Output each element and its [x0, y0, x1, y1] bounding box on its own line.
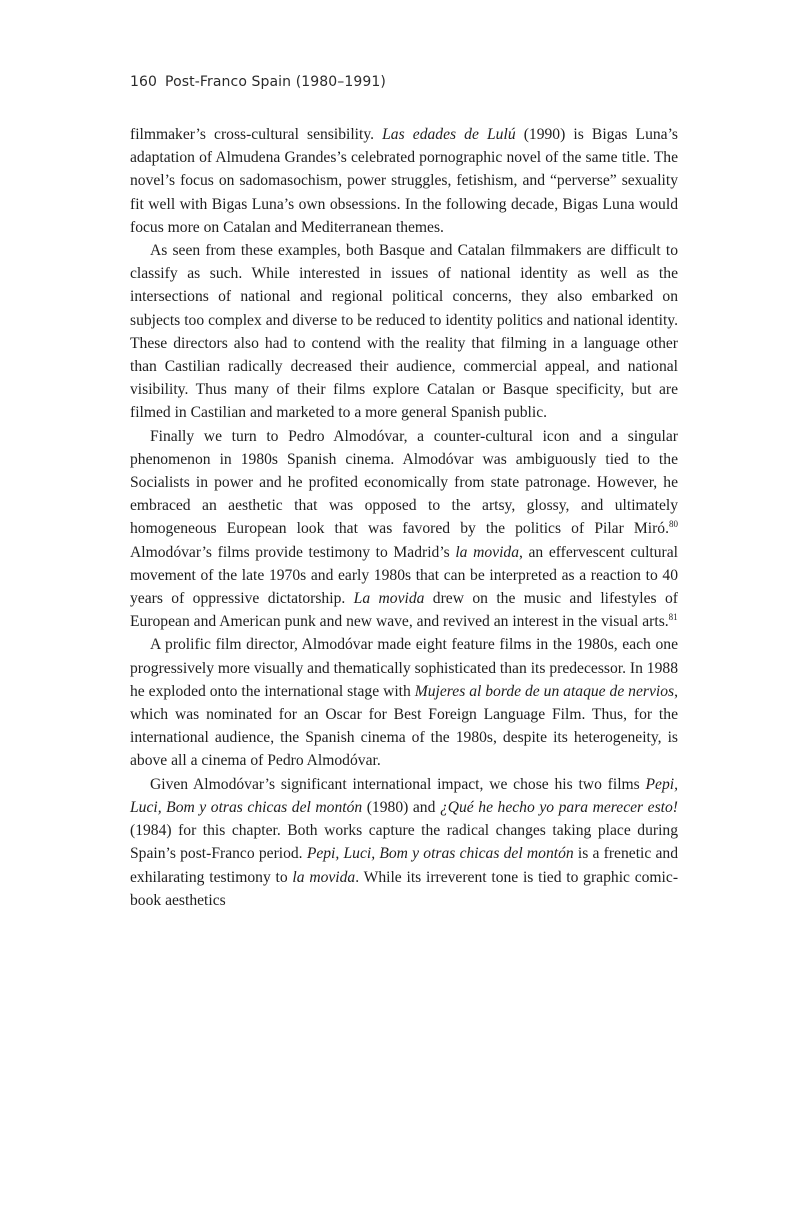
footnote-ref: 81	[668, 612, 678, 623]
italic-title: la movida	[292, 868, 356, 886]
text-run: Finally we turn to Pedro Almodóvar, a counter-cultural icon and a singular phenomenon in 1980s Spanish cinema. Almodóvar was ambiguously tied to the Socialists in power and he profited economically from state patronage. However, he embraced an aesthetic that was opposed to the artsy, glossy, and ultimately homogeneous European look that was favored by the politics of Pilar Miró.	[130, 427, 678, 538]
page-number: 160	[130, 74, 158, 90]
paragraph-1	[130, 123, 678, 239]
text-run: As seen from these examples, both Basque and Catalan filmmakers are difficult to classify as such. While interested in issues of national identity as well as the intersections of national and regional political concerns, they also embarked on subjects too complex and diverse to be reduced to identity politics and national identity. These directors also had to contend with the reality that filming in a language other than Castilian radically decreased their audience, commercial appeal, and national visibility. Thus many of their films explore Catalan or Basque specificity, but are filmed in Castilian and marketed to a more general Spanish public.	[130, 242, 678, 422]
italic-title: Mujeres al borde de un ataque de nervios	[414, 682, 675, 700]
italic-title: la movida	[455, 543, 519, 561]
italic-title: Pepi, Luci, Bom y otras chicas del montón	[306, 845, 574, 863]
text-run: (1984) for this chapter. Both works capture the radical changes taking place during Spain’s post-Franco period.	[130, 822, 678, 863]
footnote-ref: 80	[669, 519, 678, 530]
text-run: , an effervescent cultural movement of the late 1970s and early 1980s that can be interpreted as a reaction to 40 years of oppressive dictatorship.	[130, 543, 678, 608]
paragraph-5	[130, 773, 678, 912]
text-run: A prolific film director, Almodóvar made eight feature films in the 1980s, each one progressively more visually and thematically sophisticated than its predecessor. In 1988 he exploded onto the international stage with	[130, 636, 678, 700]
italic-title: Pepi, Luci, Bom y otras chicas del montón	[130, 775, 678, 816]
text-run: Given Almodóvar’s significant international impact, we chose his two films	[150, 775, 646, 793]
running-title: Post-Franco Spain (1980–1991)	[165, 74, 386, 90]
text-run: filmmaker’s cross-cultural sensibility.	[130, 126, 383, 143]
running-head	[130, 74, 386, 90]
paragraph-4	[130, 633, 678, 772]
italic-title: ¿Qué he hecho yo para merecer esto!	[439, 798, 678, 816]
italic-title: La movida	[353, 590, 425, 608]
text-run: (1980) and	[362, 798, 440, 816]
text-run: , which was nominated for an Oscar for Best Foreign Language Film. Thus, for the international audience, the Spanish cinema of the 1980s, despite its heterogeneity, is above all a cinema of Pedro Almodóvar.	[130, 682, 678, 770]
italic-title: Las edades de Lulú	[382, 126, 516, 143]
paragraph-3	[130, 425, 678, 634]
text-run: is a frenetic and exhilarating testimony to	[130, 845, 679, 886]
text-run: (1990) is Bigas Luna’s adaptation of Almudena Grandes’s celebrated pornographic novel of the same title. The novel’s focus on sadomasochism, power struggles, fetishism, and “perverse” sexuality fit well with Bigas Luna’s own obsessions. In the following decade, Bigas Luna would focus more on Catalan and Mediterranean themes.	[130, 126, 678, 236]
paragraph-2	[130, 239, 678, 425]
text-run: . While its irreverent tone is tied to graphic comic-book aesthetics	[130, 868, 679, 909]
text-run: Almodóvar’s films provide testimony to Madrid’s	[130, 543, 456, 561]
body-text	[130, 123, 678, 912]
text-run: drew on the music and lifestyles of European and American punk and new wave, and revived an interest in the visual arts.	[130, 590, 678, 631]
